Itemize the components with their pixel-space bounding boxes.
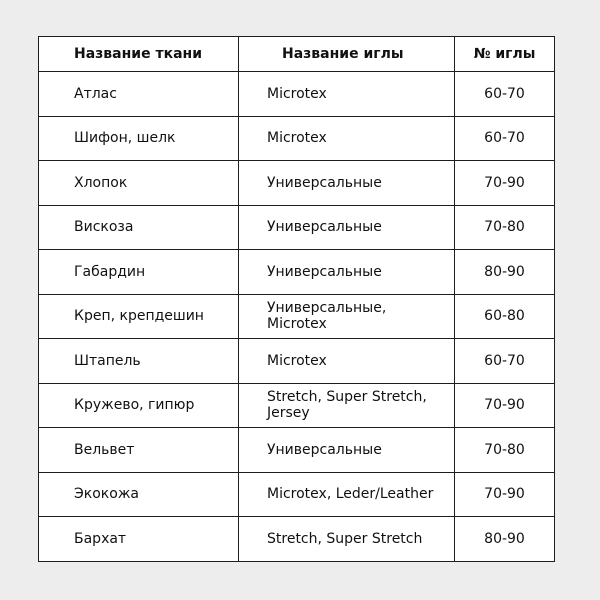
fabric-cell: Экокожа [39,472,239,517]
needle-cell: Microtex [239,339,455,384]
header-needle-number: № иглы [455,37,555,72]
needle-cell: Универсальные [239,250,455,295]
fabric-cell: Бархат [39,517,239,562]
needle-cell: Универсальные [239,161,455,206]
fabric-cell: Креп, крепдешин [39,294,239,339]
table-row [39,116,555,161]
fabric-cell: Хлопок [39,161,239,206]
needle-cell: Универсальные [239,205,455,250]
number-cell: 70-80 [455,428,555,473]
number-cell: 60-80 [455,294,555,339]
needle-cell: Универсальные, Microtex [239,294,455,339]
fabric-cell: Атлас [39,72,239,117]
number-cell: 70-80 [455,205,555,250]
needle-cell: Microtex [239,72,455,117]
table-row [39,250,555,295]
table-row [39,428,555,473]
fabric-cell: Кружево, гипюр [39,383,239,428]
needle-cell: Stretch, Super Stretch, Jersey [239,383,455,428]
needle-cell: Stretch, Super Stretch [239,517,455,562]
needle-cell: Универсальные [239,428,455,473]
fabric-cell: Штапель [39,339,239,384]
number-cell: 70-90 [455,161,555,206]
fabric-needle-table [38,36,555,562]
number-cell: 80-90 [455,517,555,562]
header-needle-name: Название иглы [239,37,455,72]
needle-cell: Microtex, Leder/Leather [239,472,455,517]
fabric-cell: Шифон, шелк [39,116,239,161]
table-header-row [39,37,555,72]
table-row [39,383,555,428]
number-cell: 70-90 [455,472,555,517]
fabric-cell: Вельвет [39,428,239,473]
number-cell: 70-90 [455,383,555,428]
table-row [39,339,555,384]
number-cell: 80-90 [455,250,555,295]
fabric-cell: Габардин [39,250,239,295]
header-fabric-name: Название ткани [39,37,239,72]
table-row [39,72,555,117]
table-row [39,161,555,206]
number-cell: 60-70 [455,72,555,117]
table-row [39,472,555,517]
number-cell: 60-70 [455,116,555,161]
table-row [39,294,555,339]
table-row [39,517,555,562]
number-cell: 60-70 [455,339,555,384]
fabric-cell: Вискоза [39,205,239,250]
needle-cell: Microtex [239,116,455,161]
table-row [39,205,555,250]
